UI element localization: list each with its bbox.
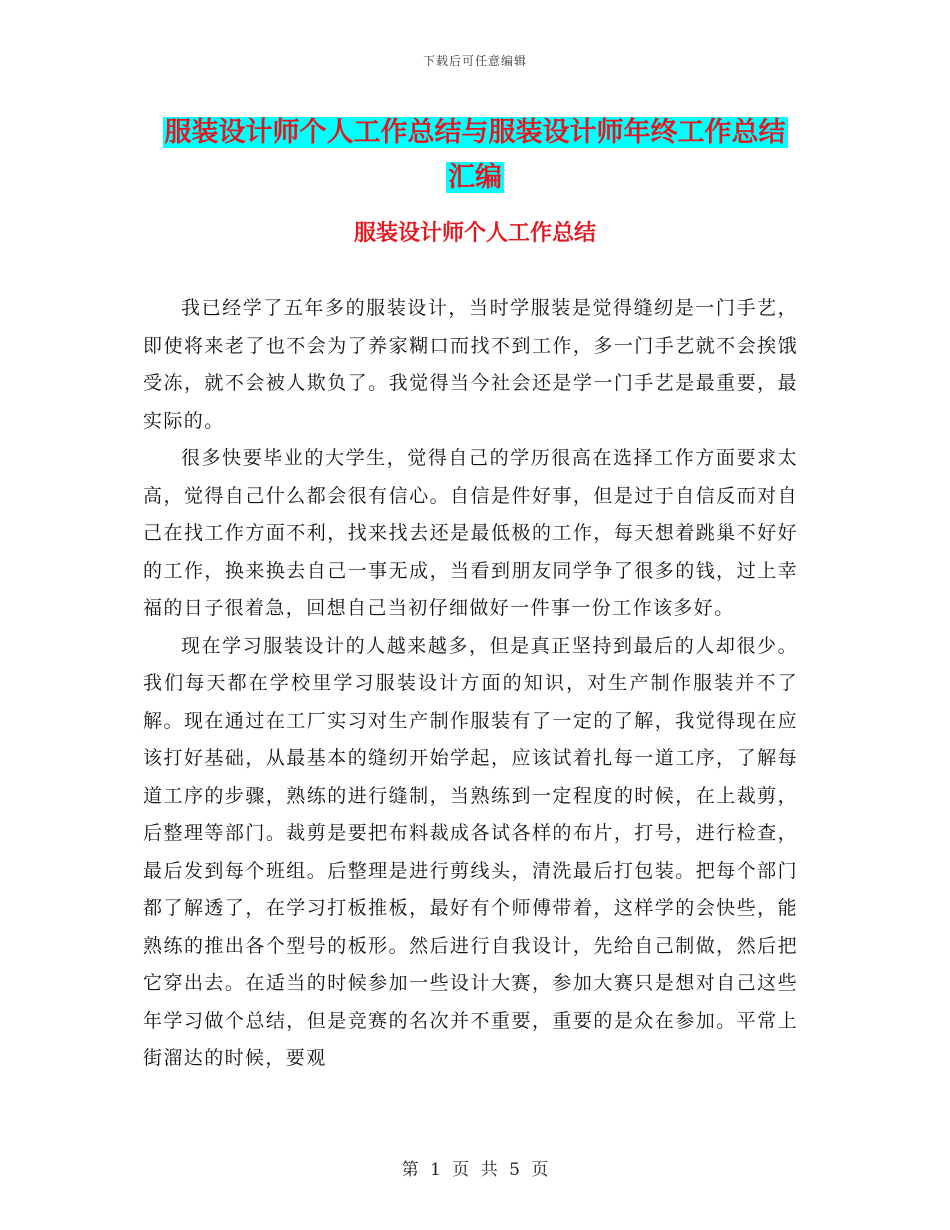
body-text <box>143 290 798 1078</box>
header-note: 下载后可任意编辑 <box>422 54 527 68</box>
document-title-line-2: 汇编 <box>448 162 502 193</box>
document-title <box>0 110 950 200</box>
section-title: 服装设计师个人工作总结 <box>353 221 596 246</box>
paragraph-1: 我已经学了五年多的服装设计，当时学服装是觉得缝纫是一门手艺，即使将来老了也不会为了养家糊口而找不到工作，多一门手艺就不会挨饿受冻，就不会被人欺负了。我觉得当今社会还是学一门手艺是最重要，最实际的。 <box>143 297 798 432</box>
paragraph-3: 现在学习服装设计的人越来越多，但是真正坚持到最后的人却很少。我们每天都在学校里学习服装设计方面的知识，对生产制作服装并不了解。现在通过在工厂实习对生产制作服装有了一定的了解，我觉得现在应该打好基础，从最基本的缝纫开始学起，应该试着扎每一道工序，了解每道工序的步骤，熟练的进行缝制，当熟练到一定程度的时候，在上裁剪，后整理等部门。裁剪是要把布料裁成各试各样的布片，打号，进行检查，最后发到每个班组。后整理是进行剪线头，清洗最后打包装。把每个部门都了解透了，在学习打板推板，最好有个师傅带着，这样学的会快些，能熟练的推出各个型号的板形。然后进行自我设计，先给自己制做，然后把它穿出去。在适当的时候参加一些设计大赛，参加大赛只是想对自己这些年学习做个总结，但是竞赛的名次并不重要，重要的是众在参加。平常上街溜达的时候，要观 <box>143 634 798 1069</box>
paragraph-2: 很多快要毕业的大学生，觉得自己的学历很高在选择工作方面要求太高，觉得自己什么都会很有信心。自信是件好事，但是过于自信反而对自己在找工作方面不利，找来找去还是最低极的工作，每天想着跳巢不好好的工作，换来换去自己一事无成，当看到朋友同学争了很多的钱，过上幸福的日子很着急，回想自己当初仔细做好一件事一份工作该多好。 <box>143 447 798 619</box>
document-title-line-1: 服装设计师个人工作总结与服装设计师年终工作总结 <box>164 117 786 148</box>
page-footer: 第 1 页 共 5 页 <box>401 1160 549 1180</box>
